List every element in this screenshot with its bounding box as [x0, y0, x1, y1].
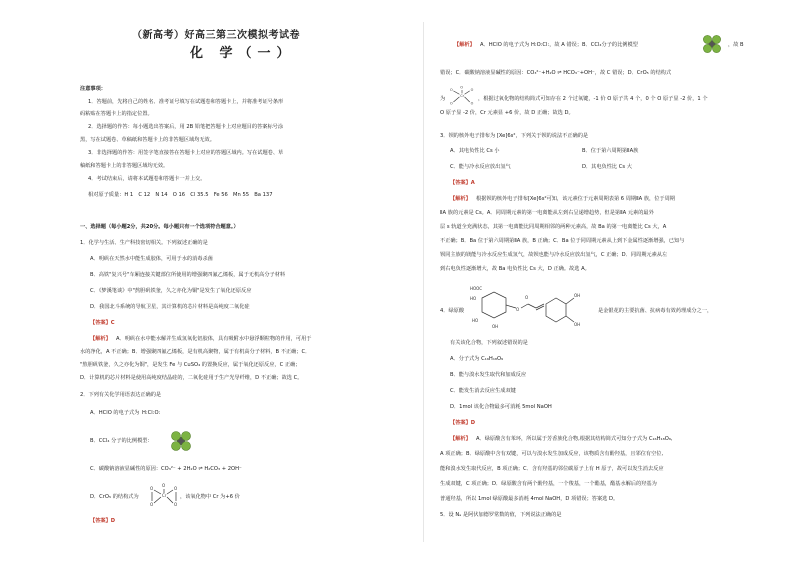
- svg-text:O: O: [174, 502, 178, 507]
- svg-text:O: O: [516, 307, 520, 312]
- q4-explanation-line: A 项正确；B．绿原酸中含有双键，可以与溴水发生加成反应，该物质含有酚羟基，且邻位有空位,: [440, 451, 664, 457]
- q1-stem: 1．化学与生活、生产科技密切相关。下列叙述正确的是: [80, 240, 208, 246]
- column-divider: [423, 22, 424, 542]
- notice-line: 4．考试结束后，请将本试题卷和答题卡一并上交。: [88, 176, 206, 182]
- q3-option-b: B．位于第六周期第ⅡA族: [582, 148, 639, 154]
- q4-explanation-line: A．绿原酸含有苯环，所以属于芳香族化合物,根据其结构简式可知分子式为 C₁₆H₁₈O₉,: [476, 436, 673, 442]
- q4-option-d: D．1mol 该化合物最多可消耗 5mol NaOH: [450, 404, 552, 410]
- q1-explanation-line: "熬胆矾铁釜，久之亦化为铜"，是发生 Fe 与 CuSO₄ 的置换反应，属于氧化还原反应，C 正确；: [80, 362, 301, 368]
- q4-option-b: B．能与溴水发生取代和加成反应: [450, 372, 527, 378]
- q1-option-a: A．明矾在天然水中能生成胶体，可用于水的消毒杀菌: [90, 256, 213, 262]
- exam-title: （新高考）好高三第三次模拟考试卷: [132, 30, 300, 41]
- q3-explanation-line: 钡同主族的镁能与冷水反应生成氢气，故钡也能与冷水反应放出氢气，C 正确；D．同周期元素从左: [440, 252, 668, 258]
- cro5-structure-icon: [448, 84, 476, 108]
- svg-text:Cr: Cr: [162, 493, 167, 498]
- q2-stem: 2．下列有关化学用语表达正确的是: [80, 392, 162, 398]
- ccl4-model-icon: [170, 430, 192, 452]
- q4-answer: 【答案】D: [450, 420, 476, 426]
- q2-explanation-line: 为: [440, 96, 446, 102]
- q2-option-b: B．CCl₄ 分子的比例模型：: [90, 438, 153, 444]
- svg-text:O: O: [150, 502, 154, 507]
- cro5-structure-icon: [148, 482, 180, 510]
- q1-explanation-line: 水的净化，A 不正确；B．增强聚四氟乙烯板，是有机高聚物，属于有机高分子材料，B 不正确；C．: [80, 349, 311, 355]
- chlorogenic-acid-structure-icon: [470, 284, 590, 330]
- q3-option-d: D．其电负性比 Cs 大: [582, 164, 632, 170]
- q3-explanation-label: 【解析】: [450, 196, 471, 202]
- atomic-mass-line: 相对原子质量：H 1 C 12 N 14 O 16 Cl 35.5 Fe 56 Mn 55 Ba 137: [88, 192, 273, 198]
- q5-stem: 5．设 Nₐ 是阿伏加德罗常数的值，下列说法正确的是: [440, 512, 562, 518]
- q4-explanation-label: 【解析】: [450, 436, 471, 442]
- q2-option-d: D．CrO₅ 的结构式为: [90, 494, 139, 500]
- svg-text:O: O: [470, 101, 474, 106]
- q4-explanation-line: 能和溴水发生取代反应，B 项正确；C．含有羟基的邻位碳原子上有 H 原子，故可以发生消去反应: [440, 466, 664, 472]
- q4-stem-pre: 4．绿原酸: [440, 308, 465, 314]
- q3-explanation-line: 根据钡的核外电子排布[Xe]6s²可知，该元素位于元素周期表第 6 周期ⅡA 族，位于周期: [476, 196, 675, 202]
- q2-explanation-line-tail: ，故 B: [728, 42, 744, 48]
- svg-text:HOOC: HOOC: [470, 286, 483, 291]
- q2-option-c: C．碳酸钠溶液显碱性的原因：CO₃²⁻ + 2H₂O ⇌ H₂CO₃ + 2OH⁻: [90, 466, 242, 472]
- svg-text:O: O: [174, 486, 178, 491]
- q2-option-d-tail: ，该氧化物中 Cr 为+6 价: [180, 494, 240, 500]
- q4-explanation-line: 生成双键，C 项正确；D．绿原酸含有两个酚羟基，一个羧基，一个酯基，酯基水解后的羟基为: [440, 481, 657, 487]
- q2-explanation-label: 【解析】: [454, 42, 475, 48]
- svg-text:OH: OH: [574, 322, 581, 327]
- notice-line: 1．答题前，先将自己的姓名、准考证号填写在试题卷和答题卡上，并将准考证号条形: [88, 99, 284, 105]
- svg-text:OH: OH: [574, 293, 581, 298]
- q1-option-c: C．《梦溪笔谈》中"熬胆矾铁釜，久之亦化为铜"是发生了氧化还原反应: [90, 288, 252, 294]
- q3-explanation-line: 到右电负性逐渐增大，故 Ba 电负性比 Cs 大，D 正确。故选 A。: [440, 266, 590, 272]
- q3-explanation-line: 层 s 轨道全充满状态，其第一电离能比同周期相邻的两种元素高，故 Ba 的第一电离能比 Cs 大，A: [440, 224, 667, 230]
- svg-text:O: O: [150, 486, 154, 491]
- svg-text:O: O: [525, 295, 529, 300]
- q1-option-d: D．我国北斗系统的导航卫星，其计算机的芯片材料是高纯度二氧化硅: [90, 304, 250, 310]
- q2-explanation-line: 错误；C．碳酸钠溶液显碱性的原因：CO₃²⁻+H₂O ⇌ HCO₃⁻+OH⁻，故 C 错误；D．CrO₅ 的结构式: [440, 70, 672, 76]
- q2-option-a: A．HClO 的电子式为: [90, 410, 140, 416]
- q1-answer: 【答案】C: [90, 320, 115, 326]
- q1-explanation-label: 【解析】: [90, 336, 111, 342]
- q1-explanation-line: A．明矾在水中能水解并生成氢氧化铝胶体，具有吸附水中悬浮颗粒物的作用，可用于: [116, 336, 312, 342]
- svg-text:O: O: [450, 101, 453, 106]
- notice-line: 码粘贴在答题卡上的指定位置。: [80, 111, 153, 117]
- notice-line: 稿纸和答题卡上的非答题区域均无效。: [80, 163, 169, 169]
- q2-explanation-line: O 原子显 -2 价，Cr 元素显 +6 价，故 D 正确；故选 D。: [440, 110, 574, 116]
- q3-explanation-line: ⅡA 族的元素是 Cs。A．同周期元素的第一电离能从左到右呈递增趋势，但是第ⅡA 元素的最外: [440, 210, 654, 216]
- q1-explanation-line: D．计算机的芯片材料是使用高纯度结晶硅的，二氧化硅用于生产光导纤维，D 不正确；故选 C。: [80, 375, 303, 381]
- svg-text:HO: HO: [472, 318, 479, 323]
- svg-text:O: O: [460, 85, 463, 90]
- q4-explanation-line: 普通羟基，所以 1mol 绿原酸最多消耗 4mol NaOH，D 项错误；答案选 D。: [440, 496, 619, 502]
- q4-stem-line2: 有关该化合物，下列叙述错误的是: [450, 340, 528, 346]
- svg-text:O: O: [162, 483, 166, 488]
- q3-stem: 3．钡的核外电子排布为 [Xe]6s²，下列关于钡的说法不正确的是: [440, 133, 589, 139]
- q3-explanation-line: 不正确；B．Ba 位于第六周期第ⅡA 族，B 正确；C．Ba 位于同周期元素从上到下金属性逐渐增强，已知与: [440, 238, 685, 244]
- svg-text:O: O: [450, 87, 453, 92]
- q2-option-a-formula: H:Cl:O:: [142, 410, 161, 416]
- q1-option-b: B．高铁"复兴号"车厢连接关键部位所使用的增强聚四氟乙烯板，属于无机高分子材料: [90, 272, 286, 278]
- q2-answer: 【答案】D: [90, 518, 116, 524]
- q3-answer: 【答案】A: [450, 180, 475, 186]
- section-heading: 一、选择题（每小题2分，共20分。每小题只有一个选项符合题意。）: [80, 224, 239, 230]
- q4-stem-post: 是金银花的主要抗菌、抗病毒有效药理成分之一，: [598, 308, 713, 314]
- q4-option-c: C．能发生消去反应生成双键: [450, 388, 516, 394]
- notice-line: 2．选择题的作答：每小题选出答案后，用 2B 铅笔把答题卡上对应题目的答案标号涂: [88, 124, 284, 130]
- ccl4-model-icon: [702, 34, 722, 54]
- svg-text:HO: HO: [470, 296, 477, 301]
- notice-line: 黑，写在试题卷、草稿纸和答题卡上的非答题区域均无效。: [80, 137, 215, 143]
- svg-text:O: O: [470, 87, 474, 92]
- q2-explanation-line: A．HClO 的电子式为 H:O:Cl:，故 A 错误；B．CCl₄分子的比例模型: [480, 42, 638, 48]
- svg-text:Cr: Cr: [460, 93, 465, 98]
- notice-heading: 注意事项：: [80, 86, 106, 92]
- q2-explanation-line-tail: ，根据过氧化物的结构简式可知存在 2 个过氧键，-1 价 O 原子共 4 个，0 个 O 原子显 -2 价，1 个: [478, 96, 708, 102]
- subject-title: 化 学（一）: [190, 46, 296, 61]
- svg-text:OH: OH: [492, 324, 499, 329]
- q4-option-a: A．分子式为 C₁₆H₁₈O₉: [450, 356, 504, 362]
- notice-line: 3．非选择题的作答：用签字笔直接答在答题卡上对应的答题区域内。写在试题卷、草: [88, 150, 284, 156]
- q3-option-c: C．能与冷水反应放出氢气: [450, 164, 511, 170]
- q3-option-a: A．其电负性比 Cs 小: [450, 148, 500, 154]
